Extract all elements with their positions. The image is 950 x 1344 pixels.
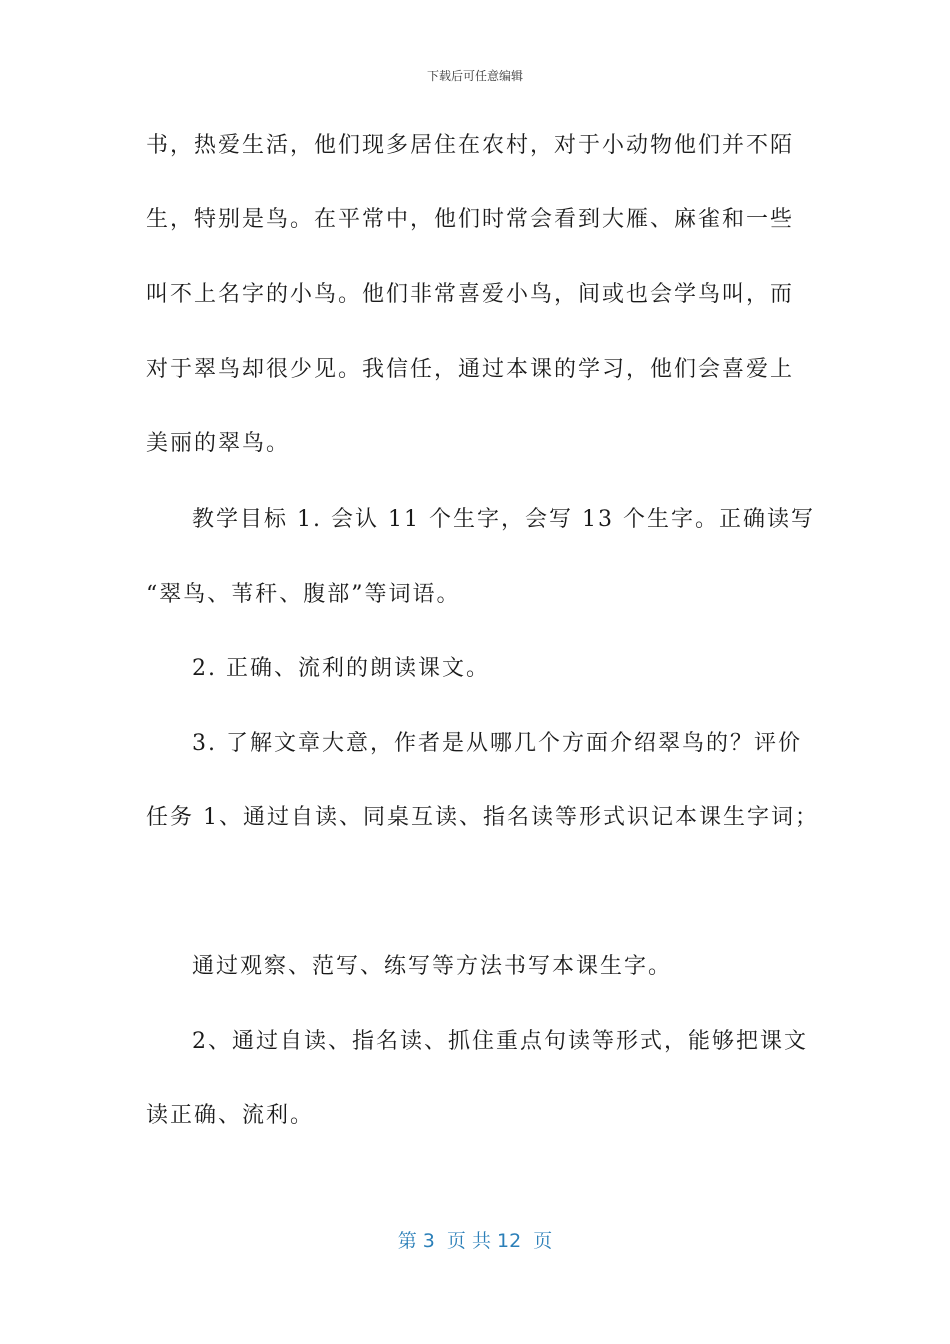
body-line: 2. 正确、流利的朗读课文。 xyxy=(192,656,490,681)
header-note: 下载后可任意编辑 xyxy=(426,69,523,83)
body-line: 读正确、流利。 xyxy=(146,1103,315,1128)
body-line: 教学目标 1. 会认 11 个生字，会写 13 个生字。正确读写 xyxy=(192,507,815,532)
body-line: 通过观察、范写、练写等方法书写本课生字。 xyxy=(192,954,673,979)
page-number: 第 3 页 共 12 页 xyxy=(397,1230,553,1252)
body-line: 生，特别是鸟。在平常中，他们时常会看到大雁、麻雀和一些 xyxy=(146,207,795,232)
body-line: 对于翠鸟却很少见。我信任，通过本课的学习，他们会喜爱上 xyxy=(146,357,795,382)
body-line: 书，热爱生活，他们现多居住在农村，对于小动物他们并不陌 xyxy=(146,133,795,158)
body-line: 3. 了解文章大意，作者是从哪几个方面介绍翠鸟的？评价 xyxy=(192,731,802,756)
body-line: 任务 1、通过自读、同桌互读、指名读等形式识记本课生字词； xyxy=(146,805,819,830)
body-line: 叫不上名字的小鸟。他们非常喜爱小鸟，间或也会学鸟叫，而 xyxy=(146,282,795,307)
body-line: “翠鸟、苇秆、腹部”等词语。 xyxy=(146,582,461,607)
body-line: 美丽的翠鸟。 xyxy=(146,431,291,456)
body-line: 2、通过自读、指名读、抓住重点句读等形式，能够把课文 xyxy=(192,1029,808,1054)
